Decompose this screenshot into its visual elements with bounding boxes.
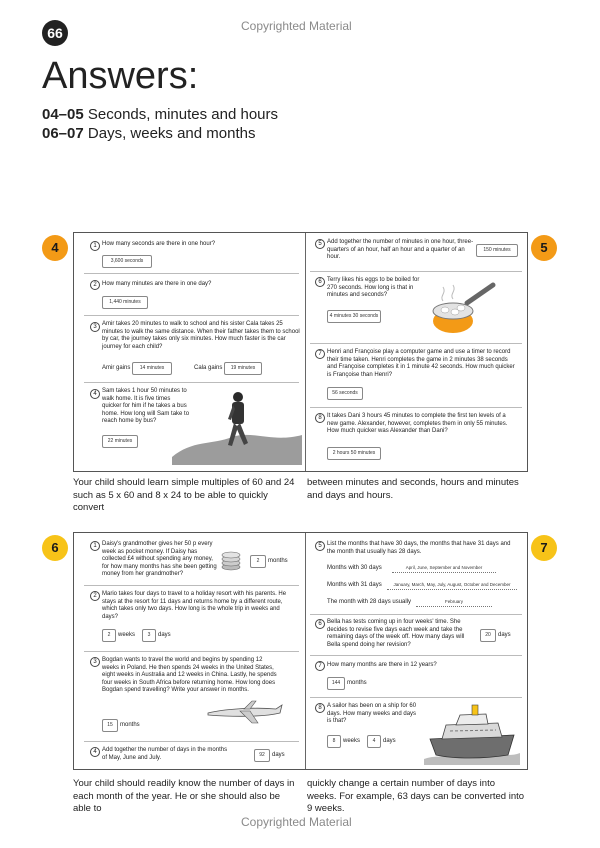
divider [310, 614, 522, 615]
answer-box-cala: 19 minutes [224, 362, 262, 375]
answer-box-days: 4 [367, 735, 381, 748]
answer-box: 3,600 seconds [102, 255, 152, 268]
question-text: Bella has tests coming up in four weeks' time. She decides to revise five days each week and take the remaining days of the week off. How many days will Bella spend doing her revision? [327, 619, 465, 648]
question-number: 8 [315, 413, 325, 423]
answer-box: 15 [102, 719, 118, 732]
answers-panel-top [73, 232, 528, 472]
question-text: Mario takes four days to travel to a holiday resort with his parents. He stays at the resort for 11 days and returns home by a different route, which takes only two days. How long is the whole trip in weeks and days? [102, 591, 287, 620]
section-line-1 [42, 105, 278, 124]
divider [84, 741, 299, 742]
answer-box: 22 minutes [102, 435, 138, 448]
answer-box: 20 [480, 629, 496, 642]
weeks-unit: weeks [343, 738, 361, 744]
copyright-bottom: Copyrighted Material [241, 815, 352, 829]
answer-box: 1,440 minutes [102, 296, 148, 309]
question-number: 4 [90, 747, 100, 757]
coins-stack-icon [220, 549, 242, 571]
answer-box: 144 [327, 677, 345, 690]
page-number-badge: 66 [42, 20, 68, 46]
section-badge-6: 6 [42, 535, 68, 561]
answer-box: 150 minutes [476, 244, 518, 257]
question-text: Sam takes 1 hour 50 minutes to walk home. It is five times quicker for him if he takes a bus home. How long will Sam take to reach home by bus? [102, 388, 190, 425]
parent-note-left-bottom: Your child should readily know the number of days in each month of the year. He or she should also be able to [73, 778, 295, 814]
answer-unit: months [268, 558, 288, 564]
question-number: 7 [315, 661, 325, 671]
answer-box-days: 3 [142, 629, 156, 642]
section-badge-4: 4 [42, 235, 68, 261]
question-number: 5 [315, 541, 325, 551]
answer-unit: days [272, 752, 285, 758]
twenty-eight-days-answer: February [416, 598, 492, 607]
days-unit: days [383, 738, 396, 744]
question-number: 1 [90, 541, 100, 551]
airplane-illustration [204, 695, 284, 725]
thirty-one-days-label: Months with 31 days [327, 582, 382, 588]
weeks-unit: weeks [118, 632, 136, 638]
boy-walking-illustration [172, 385, 302, 465]
question-number: 1 [90, 241, 100, 251]
answer-box: 56 seconds [327, 387, 363, 400]
answer-box-weeks: 2 [102, 629, 116, 642]
question-text: Amir takes 20 minutes to walk to school and his sister Cala takes 25 minutes to walk the same distance. When their father takes them to school by car, the journey takes only six minutes. How much faster is the car journey for each child? [102, 321, 300, 350]
divider [310, 655, 522, 656]
question-text: How many minutes are there in one day? [102, 281, 212, 287]
section-badge-5: 5 [531, 235, 557, 261]
section-line-2 [42, 124, 255, 143]
question-number: 7 [315, 349, 325, 359]
divider [84, 651, 299, 652]
question-text: Add together the number of minutes in one hour, three-quarters of an hour, half an hour and a quarter of an hour. [327, 239, 474, 261]
answer-unit: days [498, 632, 511, 638]
section-text-1: Seconds, minutes and hours [87, 106, 279, 123]
question-text: It takes Dani 3 hours 45 minutes to complete the first ten levels of a new game. Alexander, however, completes them in only 55 minutes. How much quicker was Alexander than Dani? [327, 413, 508, 435]
question-number: 6 [315, 277, 325, 287]
question-number: 6 [315, 619, 325, 629]
thirty-days-answer: April, June, September and November [392, 564, 496, 573]
divider [310, 343, 522, 344]
question-text: How many months are there in 12 years? [327, 662, 437, 668]
parent-note-right-top: between minutes and seconds, hours and minutes and days and hours. [307, 477, 519, 501]
question-number: 3 [90, 322, 100, 332]
question-number: 2 [90, 280, 100, 290]
question-text: How many seconds are there in one hour? [102, 241, 216, 247]
answer-unit: months [347, 680, 367, 686]
divider [84, 273, 299, 274]
question-number: 2 [90, 591, 100, 601]
question-text: A sailor has been on a ship for 60 days. How many weeks and days is that? [327, 703, 417, 725]
copyright-top: Copyrighted Material [241, 19, 352, 33]
answer-unit: months [120, 722, 140, 728]
question-text: Add together the number of days in the months of May, June and July. [102, 747, 228, 761]
question-text: Bogdan wants to travel the world and begins by spending 12 weeks in Poland. He then spends 24 weeks in the United States, eight weeks in Australia and 12 weeks in China. Lastly, he spends four weeks in South Africa before returning home. How long does Bogdan spend travelling? Write your answer in months. [102, 657, 277, 694]
divider [84, 585, 299, 586]
answer-box: 4 minutes 30 seconds [327, 310, 381, 323]
parent-note-right-bottom: quickly change a certain number of days into weeks. For example, 63 days can be converted into 9 weeks. [307, 778, 525, 814]
divider [310, 697, 522, 698]
question-number: 5 [315, 239, 325, 249]
page-title: Answers: [42, 55, 199, 97]
answer-box: 2 hours 50 minutes [327, 447, 381, 460]
question-text: List the months that have 30 days, the months that have 31 days and the month that usually has 28 days. [327, 541, 511, 555]
divider [310, 407, 522, 408]
column-divider [305, 533, 306, 769]
section-text-2: Days, weeks and months [87, 125, 256, 142]
answer-box-weeks: 8 [327, 735, 341, 748]
boiling-eggs-pan-illustration [429, 279, 499, 339]
answer-box-amir: 14 minutes [132, 362, 172, 375]
days-unit: days [158, 632, 171, 638]
thirty-days-label: Months with 30 days [327, 565, 382, 571]
twenty-eight-days-label: The month with 28 days usually [327, 599, 412, 605]
answer-box: 92 [254, 749, 270, 762]
divider [310, 271, 522, 272]
section-badge-7: 7 [531, 535, 557, 561]
amir-label: Amir gains [102, 365, 131, 371]
divider [84, 315, 299, 316]
question-text: Henri and Françoise play a computer game and use a timer to record their time taken. Henri completes the game in 2 minutes 38 seconds and Françoise completes it in 1 minute 42 seconds. How much quicker is Françoise than Henri? [327, 349, 515, 378]
question-number: 3 [90, 657, 100, 667]
answers-panel-bottom [73, 532, 528, 770]
divider [84, 382, 299, 383]
parent-note-left-top: Your child should learn simple multiples of 60 and 24 such as 5 x 60 and 8 x 24 to be able to quickly convert [73, 477, 295, 513]
answer-box: 2 [250, 555, 266, 568]
column-divider [305, 233, 306, 471]
thirty-one-days-answer: January, March, May, July, August, October and December [387, 581, 517, 590]
question-text: Terry likes his eggs to be boiled for 270 seconds. How long is that in minutes and seconds? [327, 277, 420, 299]
ship-illustration [424, 699, 520, 765]
question-text: Daisy's grandmother gives her 50 p every week as pocket money. If Daisy has collected £4 without spending any money, for how many months has she been getting money from her grandmother? [102, 541, 217, 578]
cala-label: Cala gains [194, 365, 223, 371]
question-number: 4 [90, 389, 100, 399]
section-code-1: 04–05 [42, 106, 84, 123]
section-code-2: 06–07 [42, 125, 84, 142]
question-number: 8 [315, 703, 325, 713]
